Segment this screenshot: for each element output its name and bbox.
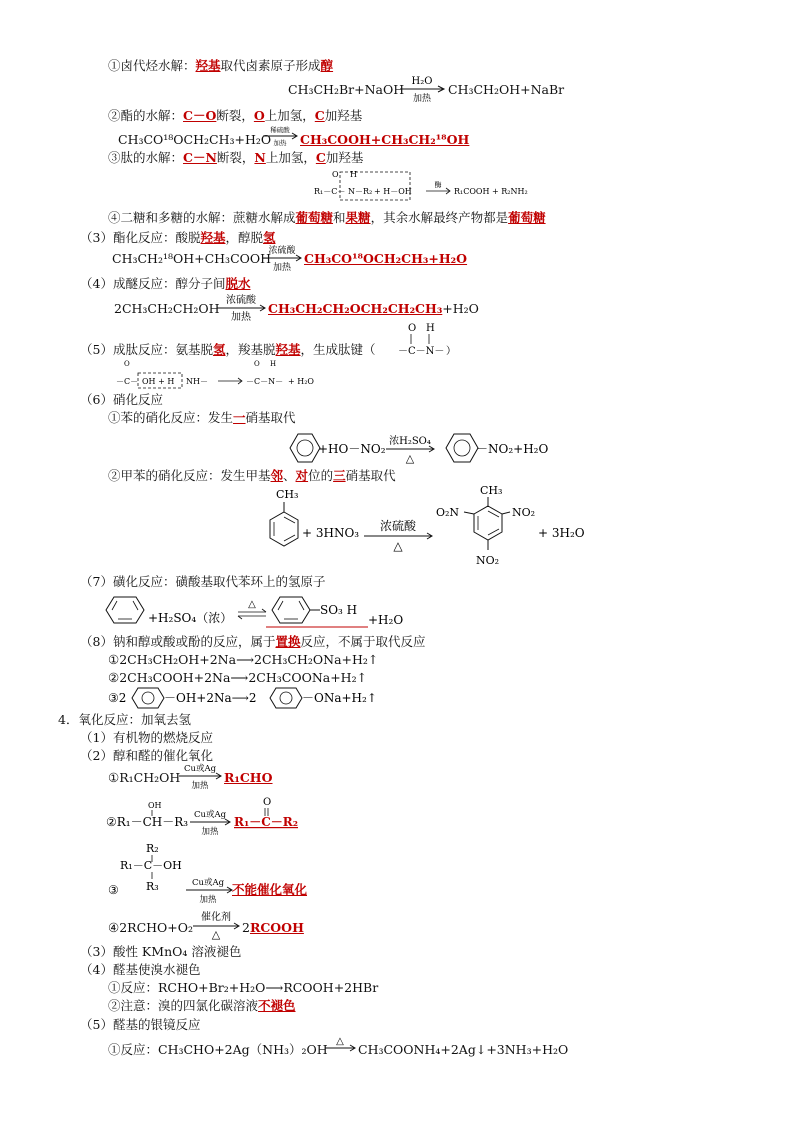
eq-suffix: －ONa+H₂↑ [302,691,377,705]
text: +H₂O [442,301,479,316]
peptide-formation-equation [114,358,324,392]
r2-left: ②R₁－CH－R₃ [106,815,189,829]
eq-h: H [270,360,277,368]
text: 反应，不属于取代反应 [300,634,426,649]
eq-ester-hydrolysis-left: CH₃CO¹⁸OCH₂CH₃+H₂O [118,132,272,147]
answer: C [315,150,326,165]
text: ②注意：溴的四氯化碳溶液 [108,998,259,1013]
r3-main: R₁－C－OH [120,859,182,872]
answer: 果糖 [345,210,371,225]
eq-reagent: +H₂SO₄（浓） [148,611,233,625]
ester-hydrolysis-line [108,108,362,124]
r1-answer: R₁CHO [224,770,273,785]
arrow-top-label: Cu或Ag [193,810,227,820]
text: 硝基取代 [345,468,396,483]
tnt-no2-right: NO₂ [512,506,536,519]
benzene-ring [270,688,302,708]
answer: 氢 [212,342,226,357]
eq-middle: －OH+2Na⟶2 [164,691,257,705]
silver-mirror-right: CH₃COONH₄+2Ag↓+3NH₃+H₂O [358,1042,569,1057]
answer: C－N [183,150,217,165]
eq-o: O [332,170,339,179]
tnt-no2-bottom: NO₂ [476,554,500,567]
eq-amine: NH－ [186,377,208,386]
arrow-top-label: Cu或Ag [191,878,225,888]
eq-esterification-left: CH₃CH₂¹⁸OH+CH₃COOH [112,251,272,266]
haloalkane-hydrolysis-line [108,58,333,74]
text: （5）成肽反应：氨基脱 [80,342,213,357]
eq-esterification-answer [304,251,467,267]
eq-product: －C－N－ [246,377,284,386]
arrow-conc-acid [262,242,304,272]
eq-reagent: + 3HNO₃ [302,526,360,540]
arrow-catalyst [192,908,242,940]
arrow-top-label: 浓硫酸 [379,519,417,533]
eq-ester-hydrolysis-answer: CH₃COOH+CH₃CH₂¹⁸OH [300,132,470,147]
r3-r3: R₃ [146,880,159,893]
r3-answer: 不能催化氧化 [232,882,308,897]
eq-product: －NO₂+H₂O [476,442,549,456]
oxidation-s3: （3）酸性 KMnO₄ 溶液褪色 [80,944,242,959]
text: ，羧基脱 [225,342,276,357]
oxidation-s5: （5）醛基的银镜反应 [80,1017,201,1032]
text: 上加氢， [264,108,315,123]
sulfonation-line: （7）磺化反应：磺酸基取代苯环上的氢原子 [80,574,326,589]
answer: 置换 [275,634,301,649]
answer-alcohol: 醇 [320,58,334,73]
arrow-bottom-label: 加热 [273,139,287,147]
eq-boxed: OH + H [142,377,175,386]
text: 2 [242,920,250,935]
arrow-top-label: 浓H₂SO₄ [389,436,431,447]
arrow-top-label: △ [248,599,256,610]
arrow-heat [324,1034,358,1058]
eq-reagent: +HO－NO₂ [318,442,386,456]
eq-ether-right [268,301,479,317]
answer-ether: CH₃CH₂CH₂OCH₂CH₂CH₃ [268,301,443,316]
arrow-bottom-label: 加热 [199,895,217,905]
arrow-bottom-label: 加热 [191,781,209,790]
arrow-top-label: H₂O [411,76,433,87]
text: 取代卤素原子形成 [220,58,321,73]
answer-water: H₂O [438,251,468,266]
r4-left: ④2RCHO+O₂ [108,920,194,935]
arrow-top-label: 稀硫酸 [270,126,290,134]
answer-ester: CH₃CO¹⁸OCH₂CH₃ [304,251,429,266]
peptide-hydrolysis-line [108,150,363,166]
arrow-top-label: △ [336,1036,344,1047]
answer: RCOOH [249,920,304,935]
answer: 葡萄糖 [295,210,334,225]
answer: 一 [233,410,246,425]
toluene-nitration-line [108,468,396,484]
text: ②甲苯的硝化反应：发生甲基 [108,468,271,483]
benzene-ring [290,434,320,462]
plus: + [428,251,439,266]
esterification-line [80,230,276,246]
arrow-top-label: 催化剂 [201,912,231,923]
arrow-bottom-label: 加热 [201,827,219,837]
eq-plus-water: + H－OH [374,187,412,196]
r1-left: ①R₁CH₂OH [108,770,181,785]
text: 上加氢， [265,150,316,165]
arrow-h2o [398,72,448,102]
text: （3）酯化反应：酸脱 [80,230,201,245]
arrow-top-label: 浓硫酸 [268,246,296,256]
peptide-formation-line [80,342,376,358]
ether-line [80,276,250,292]
tnt-no2-left: O₂N [436,506,460,519]
r2-oh: OH [148,801,162,810]
benzene-nitration-line [108,410,296,426]
arrow-top-label: Cu或Ag [183,764,217,774]
text: 位的 [308,468,334,483]
eq-prefix: ③2 [108,691,127,705]
answer: 羟基 [275,342,301,357]
answer-hydroxyl: 羟基 [195,58,221,73]
r3-r2: R₂ [146,842,159,855]
eq-h: H [350,170,357,179]
answer: 邻 [270,468,284,483]
oxidation-s4-1: ①反应：RCHO+Br₂+H₂O⟶RCOOH+2HBr [108,980,379,995]
answer: 氢 [263,230,276,245]
arrow-dilute-acid [262,124,300,148]
answer: 脱水 [225,276,251,291]
text: （8）钠和醇或酸或酚的反应，属于 [80,634,276,649]
text: 、 [283,468,296,483]
r2-equation [106,796,306,838]
text: ③肽的水解： [108,150,184,165]
oxidation-s4-2 [108,998,296,1014]
eq-ether-left: 2CH₃CH₂CH₂OH [114,301,220,316]
oxidation-s2: （2）醇和醛的催化氧化 [80,748,213,763]
eq-o: O [124,360,130,368]
text: ①卤代烃水解： [108,58,196,73]
sugar-hydrolysis-line [108,210,546,226]
answer: 葡萄糖 [508,210,546,225]
peptide-hydrolysis-equation [312,166,538,204]
silver-mirror-left: ①反应：CH₃CHO+2Ag（NH₃）₂OH [108,1042,328,1057]
eq-water: + 3H₂O [538,526,585,540]
text: ②酯的水解： [108,108,184,123]
oxidation-s4: （4）醛基使溴水褪色 [80,962,201,977]
eq-n: N－R₂ [348,187,373,196]
sulfonation-equation [104,594,414,630]
bond-close: ） [446,346,456,357]
answer: N [254,150,266,165]
text: 断裂， [216,108,254,123]
arrow-bottom-label: △ [405,452,415,465]
eq-haloalkane-right: CH₃CH₂OH+NaBr [448,82,565,97]
eq-carbonyl: －C－ [116,377,139,386]
toluene-nitration-equation [262,484,592,570]
text: 加羟基 [324,108,363,123]
tnt-ch3: CH₃ [480,484,503,497]
benzene-ring [446,434,478,462]
oxidation-heading: 4．氧化反应：加氧去氢 [58,712,191,727]
answer: O [253,108,265,123]
answer: 不褪色 [258,998,296,1013]
arrow-bottom-label: 加热 [272,263,292,272]
answer: C [314,108,325,123]
text: ④二糖和多糖的水解：蔗糖水解成 [108,210,296,225]
oxidation-s1: （1）有机物的燃烧反应 [80,730,213,745]
r2-answer: R₁－C－R₂ [234,815,299,829]
eq-so3h: SO₃ H [320,603,358,617]
text: 加羟基 [325,150,364,165]
arrow-bottom-label: △ [211,928,221,940]
text: ①苯的硝化反应：发生 [108,410,234,425]
eq-r1: R₁－C－ [314,187,346,196]
text: 断裂， [216,150,255,165]
r4-right [242,920,304,936]
text: ，生成肽键（ [300,342,376,357]
sodium-eq2: ②2CH₃COOH+2Na⟶2CH₃COONa+H₂↑ [108,670,368,685]
arrow-top-label: 浓硫酸 [226,295,256,306]
toluene-ch3: CH₃ [276,488,299,501]
bond-h: H [426,323,435,334]
benzene-nitration-equation [286,430,606,466]
answer: 羟基 [200,230,226,245]
eq-enzyme: 酶 [434,181,442,189]
text: ，其余水解最终产物都是 [370,210,509,225]
sodium-eq3 [108,686,398,710]
answer: 对 [295,468,309,483]
text: 硝基取代 [245,410,296,425]
sodium-eq1: ①2CH₃CH₂OH+2Na⟶2CH₃CH₂ONa+H₂↑ [108,652,379,667]
arrow-bottom-label: 加热 [231,312,251,322]
text: ，醇脱 [225,230,263,245]
bond-chain: －C－N－ [398,346,445,357]
answer: C－O [183,108,217,123]
r3-label: ③ [108,883,119,897]
arrow-conc-acid [216,292,268,322]
text: （4）成醚反应：醇分子间 [80,276,226,291]
peptide-bond-structure [396,320,456,360]
benzene-ring [132,688,164,708]
eq-water: + H₂O [288,377,314,386]
eq-o2: O [254,360,260,368]
eq-products: R₁COOH + R₂NH₂ [454,187,528,196]
text: 和 [333,210,346,225]
eq-water: +H₂O [368,613,404,627]
bond-o: O [408,323,417,334]
r2-o: O [263,797,272,808]
arrow-bottom-label: △ [393,539,403,553]
answer: 三 [333,468,346,483]
arrow-bottom-label: 加热 [412,94,432,102]
nitration-title: （6）硝化反应 [80,392,163,407]
eq-haloalkane-left: CH₃CH₂Br+NaOH [288,82,405,97]
sodium-line [80,634,426,650]
arrow-cu-ag [178,760,224,790]
